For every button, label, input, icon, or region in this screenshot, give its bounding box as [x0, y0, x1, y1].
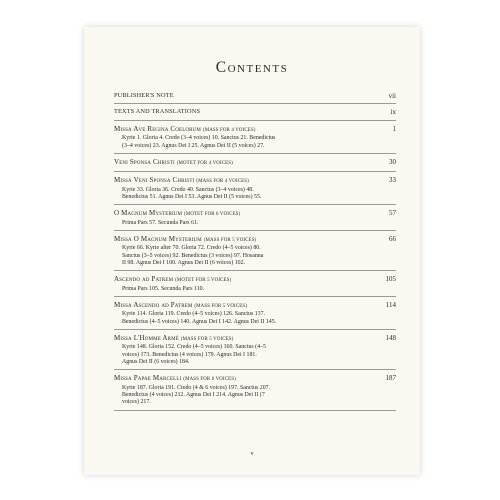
entry-page-number: 148: [385, 333, 396, 342]
entry-page-number: 33: [389, 176, 396, 185]
entry-title: PUBLISHER'S NOTE: [114, 92, 174, 99]
entry-heading: [114, 158, 396, 168]
movement-line: Kyrie 187. Gloria 191. Credo (4 & 6 voices) 197. Sanctus 207.: [122, 384, 271, 391]
movement-line: Kyrie 66. Kyrie alter 70. Gloria 72. Credo (4–5 voices) 80.: [122, 245, 261, 252]
contents-entry: [114, 374, 396, 410]
entry-movements: [114, 135, 396, 150]
page-folio: v: [250, 451, 254, 457]
entry-title: Ascendo ad Patrem: [114, 275, 174, 284]
entry-page-number: vii: [388, 92, 396, 100]
movement-line: Prima Pars 57. Secunda Pars 61.: [122, 219, 199, 226]
entry-subtitle: (MOTET FOR 4 VOICES): [176, 160, 233, 166]
entry-page-number: 30: [389, 157, 396, 166]
contents-entry: [114, 275, 396, 297]
movement-line: Benedictus 51. Agnus Dei I 53. Agnus Dei II (5 voices) 55.: [122, 193, 262, 200]
contents-entry: [114, 334, 396, 370]
entry-heading: [114, 334, 396, 344]
entry-page-number: 114: [385, 300, 396, 309]
entry-heading: [114, 125, 396, 135]
movement-line: Benedictus (4–5 voices) 140. Agnus Dei I 142. Agnus Dei II 145.: [122, 318, 277, 325]
entry-page-number: 57: [389, 209, 396, 218]
contents-list: [114, 92, 396, 415]
entry-heading: [114, 176, 396, 186]
entry-subtitle: (MOTET FOR 5 VOICES): [175, 278, 232, 284]
movement-line: Kyrie 33. Gloria 36. Credo 40. Sanctus (3–4 voices) 48.: [122, 186, 254, 193]
movement-line: Agnus Dei II (6 voices) 184.: [122, 358, 190, 365]
entry-movements: [114, 385, 396, 407]
entry-title: Missa Ave Regina Coelorum: [114, 124, 202, 133]
page-title: Contents: [215, 59, 289, 76]
entry-title: Missa O Magnum Mysterium: [114, 234, 202, 243]
entry-title: Missa L'Homme Armé: [114, 333, 179, 342]
entry-page-number: 187: [385, 374, 396, 383]
entry-subtitle: (MASS FOR 4 VOICES): [196, 179, 249, 185]
entry-movements: [114, 344, 396, 366]
entry-movements: [114, 286, 396, 293]
entry-subtitle: (MASS FOR 5 VOICES): [194, 303, 248, 309]
entry-subtitle: (MASS FOR 5 VOICES): [203, 237, 257, 243]
entry-page-number: 105: [385, 275, 396, 284]
entry-page-number: 1: [392, 124, 396, 133]
movement-line: Sanctus (3–5 voices) 92. Benedictus (3 voices) 97. Hosanna: [122, 252, 264, 259]
entry-movements: [114, 220, 396, 227]
contents-entry: [114, 176, 396, 205]
movement-line: Benedictus (4 voices) 212. Agnus Dei I 214. Agnus Dei II (7: [122, 391, 265, 398]
entry-heading: [114, 92, 396, 100]
entry-movements: [114, 311, 396, 326]
entry-subtitle: (MASS FOR 4 VOICES): [202, 127, 256, 133]
contents-entry: [114, 108, 396, 120]
movement-line: voices) 217.: [122, 399, 151, 406]
entry-subtitle: (MASS FOR 6 VOICES): [183, 377, 236, 383]
entry-title: Missa Veni Sponsa Christi: [114, 176, 195, 185]
movement-line: (3–4 voices) 23. Agnus Dei I 25. Agnus Dei II (5 voices) 27.: [122, 142, 265, 149]
entry-title: Veni Sponsa Christi: [114, 157, 175, 166]
contents-entry: [114, 125, 396, 154]
entry-subtitle: (MOTET FOR 6 VOICES): [184, 212, 241, 218]
entry-movements: [114, 245, 396, 267]
contents-entry: [114, 209, 396, 231]
movement-line: Kyrie 1. Gloria 4. Credo (3–4 voices) 10. Sanctus 21. Benedictus: [122, 135, 276, 142]
entry-heading: [114, 301, 396, 311]
entry-movements: [114, 187, 396, 202]
contents-entry: [114, 301, 396, 330]
entry-title: Missa Papae Marcelli: [114, 374, 182, 383]
entry-heading: [114, 108, 396, 116]
entry-heading: [114, 275, 396, 285]
entry-heading: [114, 209, 396, 219]
entry-page-number: ix: [390, 108, 396, 117]
entry-subtitle: (MASS FOR 5 VOICES): [180, 336, 234, 342]
entry-heading: [114, 374, 396, 384]
contents-entry: [114, 235, 396, 271]
entry-page-number: 66: [389, 234, 396, 243]
movement-line: Prima Pars 105. Secunda Pars 110.: [122, 285, 205, 292]
contents-entry: [114, 158, 396, 172]
book-page: [84, 27, 420, 475]
entry-heading: [114, 235, 396, 245]
movement-line: voices) 173. Benedictus (4 voices) 179. Agnus Dei I 181.: [122, 351, 257, 358]
entry-title: O Magnum Mysterium: [114, 209, 183, 218]
entry-title: TEXTS AND TRANSLATIONS: [114, 108, 201, 116]
movement-line: Kyrie 148. Gloria 152. Credo (4–5 voices) 160. Sanctus (4–5: [122, 344, 266, 351]
contents-entry: [114, 92, 396, 104]
movement-line: II 98. Agnus Dei I 100. Agnus Dei II (6 voices) 102.: [122, 259, 246, 266]
entry-title: Missa Ascendo ad Patrem: [114, 300, 193, 309]
movement-line: Kyrie 114. Gloria 119. Credo (4–5 voices) 126. Sanctus 137.: [122, 311, 266, 318]
